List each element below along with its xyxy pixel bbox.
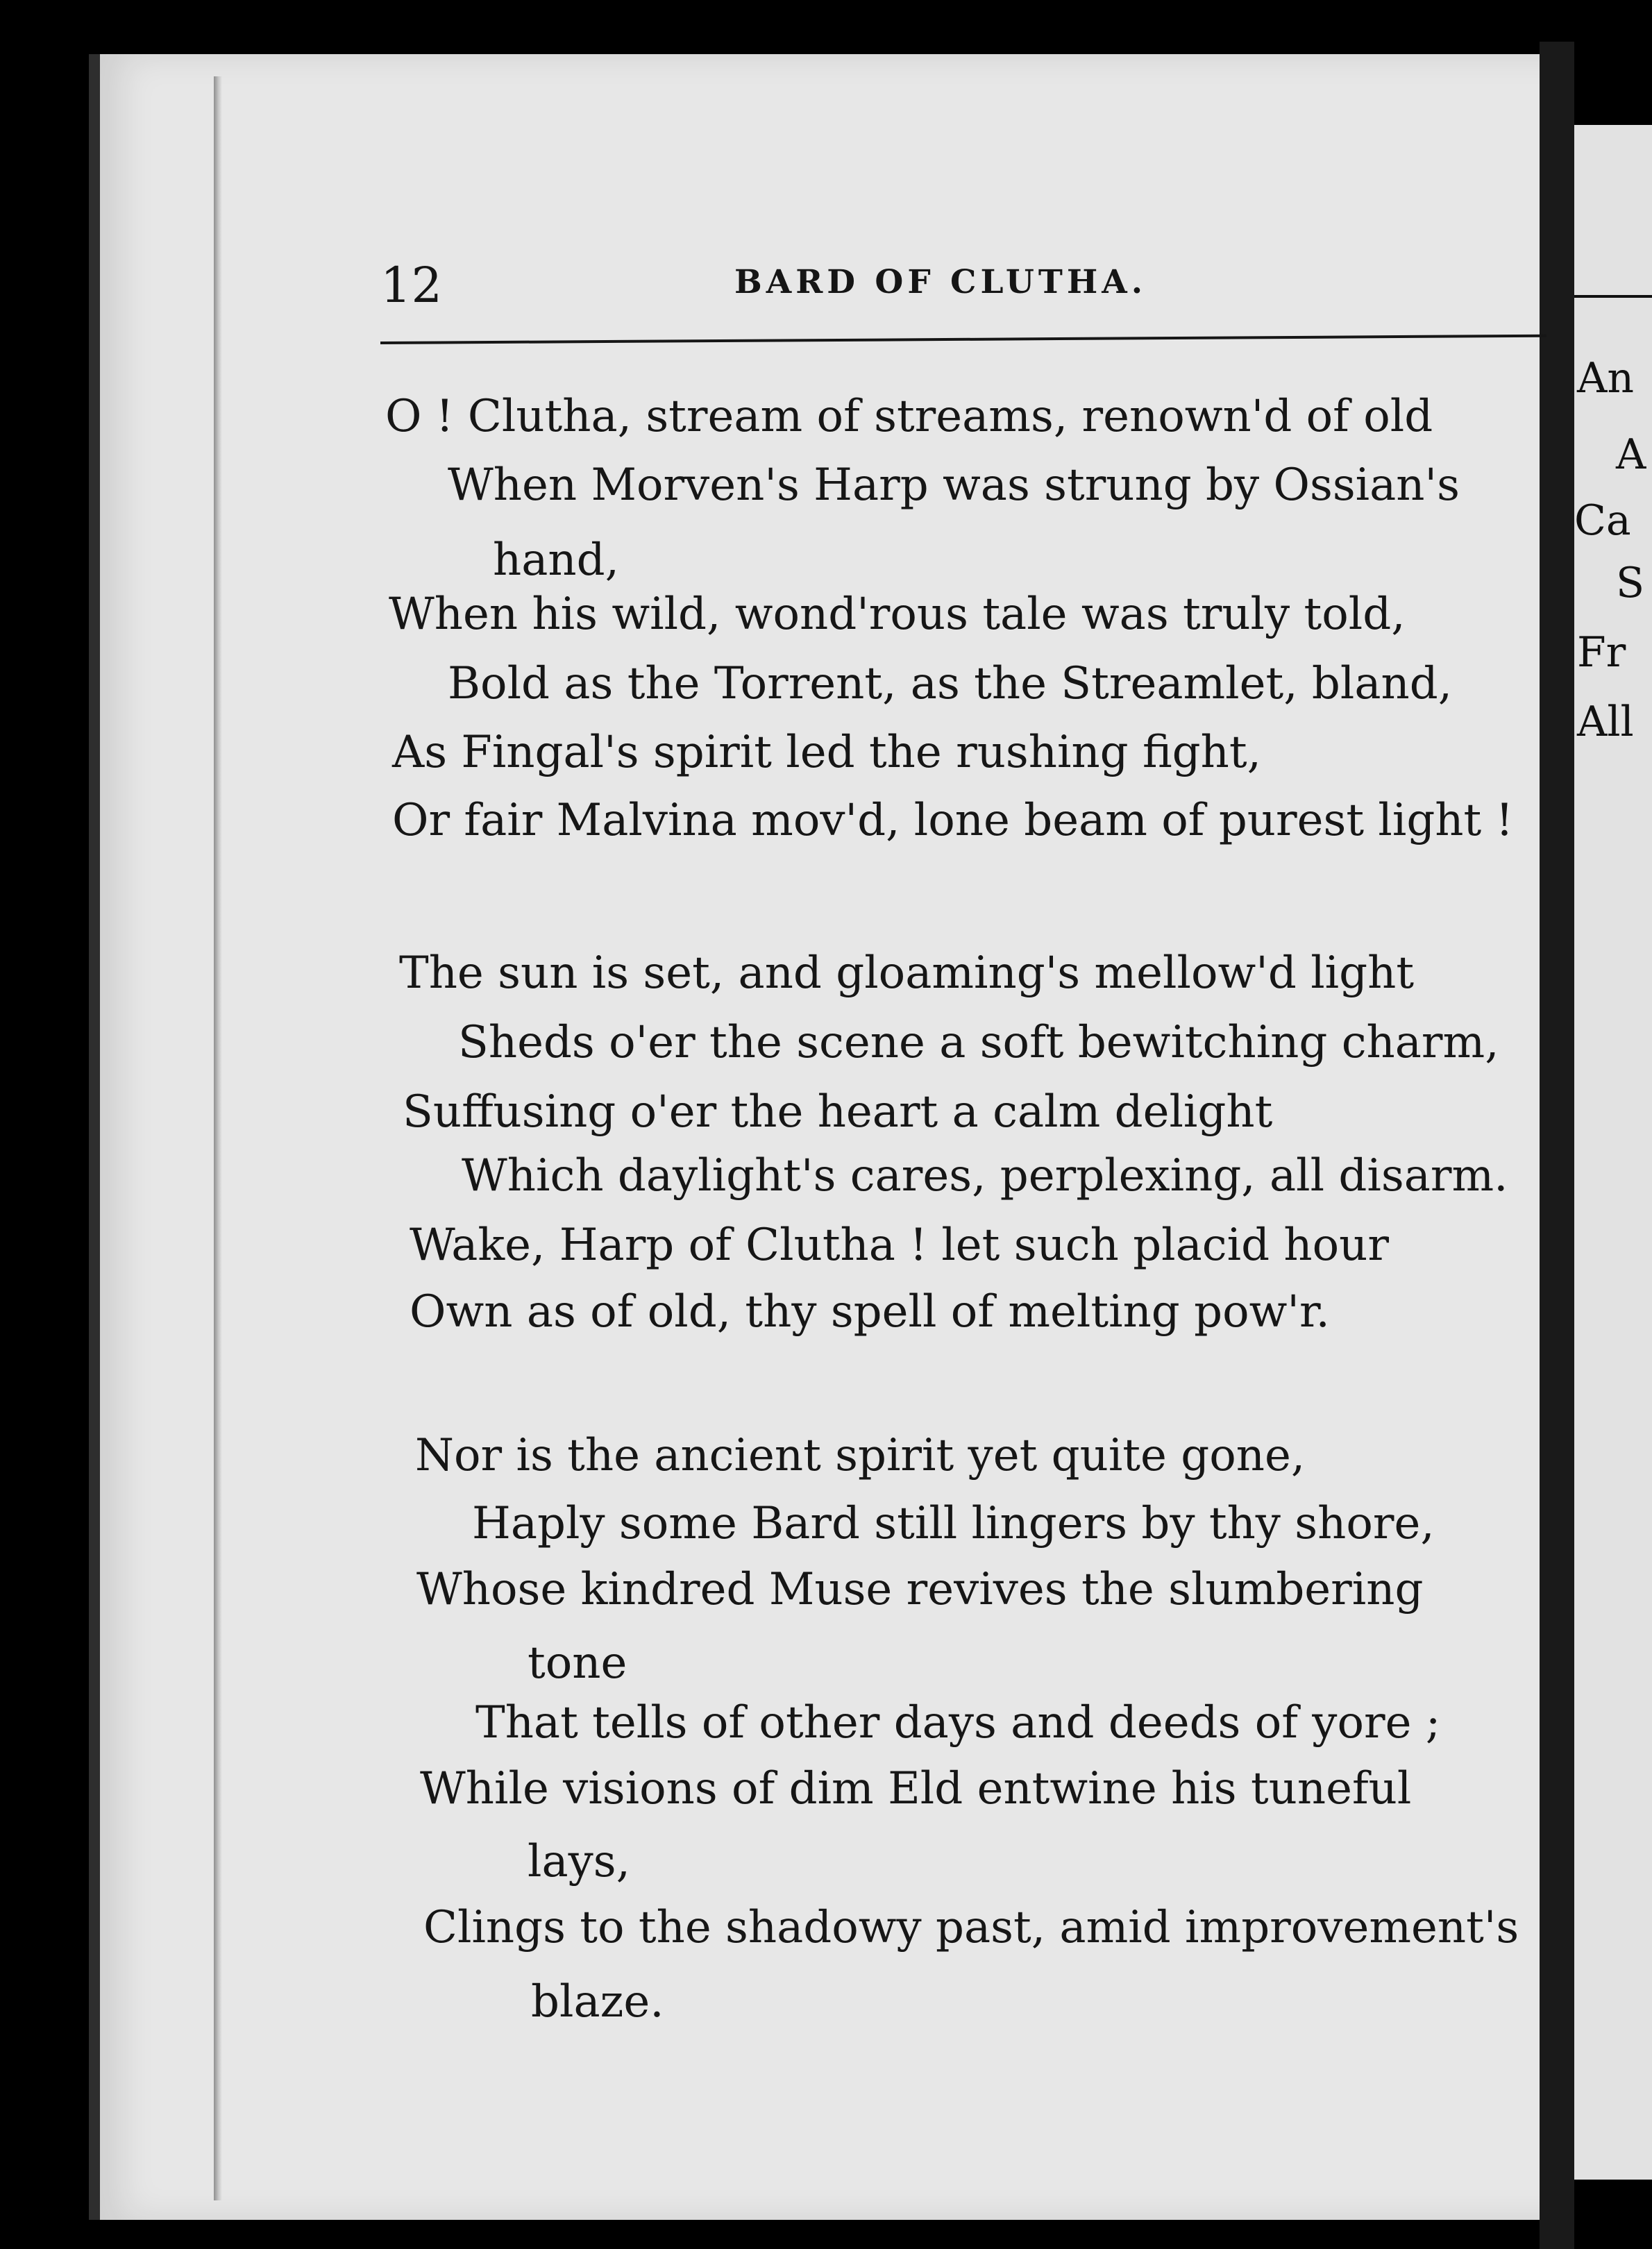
poem-line: lays,	[528, 1836, 630, 1887]
poem-line: Nor is the ancient spirit yet quite gone,	[415, 1430, 1306, 1481]
poem-line: Own as of old, thy spell of melting pow'r.	[410, 1286, 1330, 1338]
poem-line: The sun is set, and gloaming's mellow'd light	[399, 947, 1415, 999]
poem-line: tone	[528, 1637, 627, 1689]
poem-line: When his wild, wond'rous tale was truly told,	[389, 589, 1406, 640]
running-title: BARD OF CLUTHA.	[734, 263, 1147, 301]
poem-line: That tells of other days and deeds of yore ;	[475, 1697, 1441, 1749]
poem-line: Whose kindred Muse revives the slumbering	[416, 1564, 1424, 1615]
poem-line: Sheds o'er the scene a soft bewitching charm,	[458, 1017, 1499, 1068]
poem-line: Clings to the shadowy past, amid improvement's	[423, 1902, 1519, 1953]
poem-line: Haply some Bard still lingers by thy shore,	[472, 1498, 1435, 1549]
poem-line: Bold as the Torrent, as the Streamlet, bland,	[448, 658, 1453, 709]
poem-line: Which daylight's cares, perplexing, all disarm.	[462, 1150, 1508, 1202]
facing-page-fragment: An	[1577, 354, 1634, 403]
facing-page-edge	[1574, 125, 1652, 2180]
poem-line: blaze.	[531, 1976, 664, 2028]
poem-line: Suffusing o'er the heart a calm delight	[403, 1086, 1273, 1138]
facing-page-fragment: A	[1616, 430, 1646, 479]
poem-line: hand,	[493, 534, 619, 586]
poem-line: O ! Clutha, stream of streams, renown'd of old	[385, 391, 1433, 442]
poem-line: While visions of dim Eld entwine his tuneful	[420, 1763, 1412, 1814]
poem-line: Or fair Malvina mov'd, lone beam of purest light !	[392, 795, 1514, 846]
facing-page-head-rule	[1574, 295, 1652, 298]
book-binding	[1540, 42, 1574, 2249]
facing-page-fragment: S	[1616, 559, 1645, 607]
poem-line: Wake, Harp of Clutha ! let such placid hour	[410, 1220, 1389, 1271]
page-number: 12	[380, 257, 443, 314]
facing-page-fragment: All	[1577, 698, 1634, 746]
poem-line: When Morven's Harp was strung by Ossian's	[448, 460, 1460, 511]
facing-page-fragment: Fr	[1577, 628, 1626, 677]
poem-line: As Fingal's spirit led the rushing fight,	[392, 727, 1261, 778]
facing-page-fragment: Ca	[1574, 496, 1631, 545]
page-gutter-shadow	[214, 76, 222, 2200]
